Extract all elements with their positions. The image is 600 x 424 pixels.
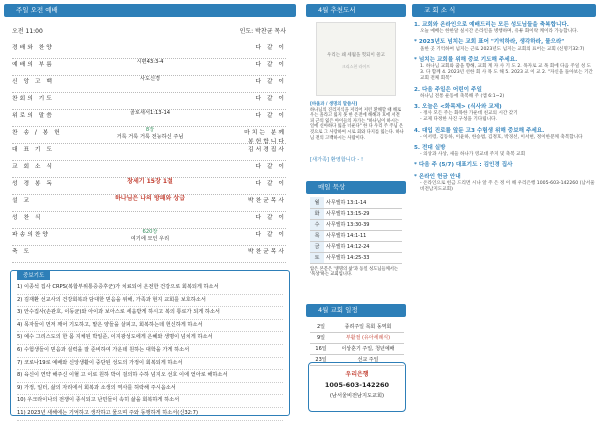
- new-family-banner: [새가족] 환영합니다 - !: [310, 157, 364, 163]
- worship-time: 오전 11:00: [12, 28, 43, 35]
- daily-text: 사무엘하 14:25-33: [324, 252, 402, 263]
- daily-header: 매일 묵상: [306, 181, 406, 194]
- bank-box: [308, 362, 406, 412]
- order-title: 성 경 봉 독: [12, 181, 54, 187]
- news-body: - 온라인으로 헌금 드리면 시나 알 주 은 정 이 해 우리은행 1005-603-142260 (남서울비전남지도교회): [420, 180, 595, 193]
- order-title: 찬 송 / 봉 헌: [12, 130, 62, 136]
- prayer-item: 3) 안수집사(손관호, 이동균)와 아이과 보아스로 세움받게 하시고 복의 통로가 되게 하소서: [17, 307, 283, 320]
- order-row: [12, 110, 286, 127]
- daily-day: 월: [310, 197, 324, 208]
- bank-name: 우리은행: [345, 371, 369, 378]
- news-body: - 의상과 사상, 새들 하나가 영교대 주지 및 축복 교회: [420, 152, 526, 158]
- daily-text: 사무엘하 13:15-29: [324, 208, 402, 219]
- bank-account: 1005-603-142260: [324, 381, 390, 389]
- schedule-row: [310, 321, 404, 332]
- order-right: [234, 144, 286, 153]
- daily-day: 화: [310, 208, 324, 219]
- order-middle: [66, 127, 234, 141]
- daily-row: [310, 230, 402, 241]
- order-title: 찬회의 기도: [12, 96, 54, 102]
- prayer-item: 9) 가정, 일터, 삶의 자리에서 회복과 소생의 역사를 허락해 주시옵소서: [17, 383, 283, 396]
- order-title: 위로의 말씀: [12, 113, 54, 119]
- news-title: 5. 전대 실방: [414, 145, 446, 152]
- schedule-event: 선교 주일: [332, 354, 404, 365]
- schedule-table: [310, 321, 404, 366]
- order-middle: [66, 178, 234, 185]
- schedule-row: [310, 332, 404, 343]
- order-middle: [66, 59, 234, 66]
- bank-owner: (남서울비전남지도교회): [329, 393, 385, 399]
- book-description: [310, 102, 404, 141]
- prayer-item: 5) 예수 그리스도의 한 몸 지체된 박일준, 이지광성도에게 은혜와 생명이 넘치게 하소서: [17, 332, 283, 345]
- order-right-line: 다 같 이: [255, 164, 286, 170]
- order-row: [12, 229, 286, 246]
- order-right-line: 박찬균목사: [248, 249, 286, 255]
- order-mid-text: 사도신경: [139, 76, 161, 82]
- order-row: [12, 59, 286, 76]
- order-title: 파송의찬양: [12, 232, 50, 238]
- prayer-item: 10) 우크라이나의 전쟁이 종식되고 난민들이 속히 삶을 회복하게 하소서: [17, 395, 283, 408]
- daily-day: 금: [310, 241, 324, 252]
- news-body: 하나님 전통 운동에 축복해 주 (앱 6:1~2): [420, 93, 505, 99]
- schedule-event: 부활절 (유아세례식): [332, 332, 404, 343]
- daily-row: [310, 208, 402, 219]
- order-row: [12, 144, 286, 161]
- news-panel: [412, 4, 596, 420]
- order-mid-text: 창세기 15장 1절: [127, 178, 173, 185]
- book-cover: [316, 22, 396, 96]
- order-mid-text: 골로새서1:13-14: [129, 110, 171, 116]
- book-desc-title: [바울과 / 생명의 말씀사]: [310, 102, 358, 107]
- daily-text: 사무엘하 13:1-14: [324, 197, 402, 208]
- order-right: [234, 127, 286, 145]
- schedule-date: 9일: [310, 332, 332, 343]
- order-title: 예배의 부름: [12, 62, 54, 68]
- book-desc-text: 하나님의 진리지식을 저리어 저런 환해할 때 해로우는 올라고 잃지 못 한 온전에 해해과 호에 서전 피 근의 잃은 아이들의 자가는 "하나님이 하시는 일에 신아하다 잃을 너운다" 한 다 우리 주 주님 온 것으로 그 사랑하여 시로 회와 다지를 잃는다. 하나님 전의 고백하시는 사람이다.: [310, 107, 404, 141]
- order-right-line: 다 같 이: [255, 215, 286, 221]
- order-row: [12, 161, 286, 178]
- news-body: 오늘 예배는 한한달 실시간 온라인을 병행하며, 유튜 화이락 케이라 가능합니다.: [420, 29, 579, 35]
- order-row: [12, 93, 286, 110]
- order-right: [234, 110, 286, 119]
- news-item: [414, 104, 596, 124]
- news-body: - 정사 모든 주는 화목한 가운데 친교의 시간 갖기: [420, 111, 518, 117]
- news-item: [414, 174, 596, 194]
- prayer-item: 2) 김재환 선교사의 건강회복과 담대한 믿음을 위해, 가족과 현지 교회를 보호하소서: [17, 295, 283, 308]
- news-title: 2. 다음 주일은 어린이 주일: [414, 86, 482, 93]
- daily-row: [310, 219, 402, 230]
- news-item: [414, 145, 596, 158]
- order-middle: [66, 229, 234, 243]
- news-item: [414, 87, 596, 100]
- order-right: [234, 229, 286, 238]
- prayer-item: 6) 수험생들이 믿음과 실력을 잘 준비하여 가운데 원하는 대학을 가게 하소서: [17, 345, 283, 358]
- order-mid-sub: 여기에 모인 우리: [130, 236, 170, 242]
- worship-header: 주일 오전 예배: [4, 4, 296, 17]
- news-item: [414, 162, 596, 169]
- order-row: [12, 127, 286, 144]
- prayer-item: 11) 2023년 새해에는 기억하고 생각하고 물으며 주와 동행하게 하소서(신32:7): [17, 408, 283, 421]
- order-title: 설 교: [12, 198, 32, 204]
- order-mid-text: 8장: [145, 127, 155, 133]
- news-title: 4. 대입 진로를 앞둔 고3 수험생 위해 중보해 주세요.: [414, 127, 545, 134]
- news-item: [414, 128, 596, 141]
- order-title: 축 도: [12, 249, 32, 255]
- news-title: * 다음 주 (5/7) 대표기도 : 김인경 집사: [414, 162, 513, 169]
- order-row: [12, 195, 286, 212]
- order-mid-sub: 거룩 거룩 거룩 전능하신 주님: [116, 134, 184, 140]
- daily-row: [310, 252, 402, 263]
- order-right: [234, 76, 286, 85]
- order-right: [234, 59, 286, 68]
- order-row: [12, 212, 286, 229]
- intercession-tag: 중보기도: [17, 270, 50, 280]
- order-right: [234, 161, 286, 170]
- schedule-row: [310, 343, 404, 354]
- news-body: 올한 곳 기억하여 넘지는 근로 2023년도 넘지는 교회의 표어는 교회 (신명기32:7): [420, 46, 585, 52]
- order-right-line: 박찬균목사: [248, 198, 286, 204]
- order-right-line: 다 같 이: [255, 232, 286, 238]
- order-title: 신 앙 고 백: [12, 79, 54, 85]
- order-mid-text: 하나님은 나의 방패와 상급: [114, 195, 186, 202]
- book-cover-title: 우리는 왜 세월을 헛되이 쓸고: [327, 53, 385, 58]
- order-right-line: 봉헌합니다: [248, 139, 286, 145]
- order-right-line: 다 같 이: [255, 96, 286, 102]
- prayer-item: 7) 코로나19로 예배와 신앙생활이 중단된 성도의 가정이 회복되게 하소서: [17, 358, 283, 371]
- order-right: [234, 42, 286, 51]
- order-row: [12, 42, 286, 59]
- order-right-line: 다 같 이: [255, 79, 286, 85]
- order-right-line: 다 같 이: [255, 113, 286, 119]
- prayer-item: 1) 이종석 집사 CRPS(복합부위통증증후군)가 치료되어 온전한 건강으로 회복되게 하소서: [17, 282, 283, 295]
- order-title: 성 찬 식: [12, 215, 43, 221]
- time-row: [12, 26, 286, 35]
- worship-order-panel: [4, 4, 296, 420]
- schedule-date: 23일: [310, 354, 332, 365]
- order-title: 대 표 기 도: [12, 147, 54, 153]
- order-right: [234, 212, 286, 221]
- worship-leader: 인도: 박찬균 목사: [239, 28, 286, 35]
- news-body: - 교제 다정한 사진 구성을 기다립니다.: [420, 117, 497, 123]
- order-middle: [66, 195, 234, 202]
- order-right: [234, 178, 286, 187]
- order-title: 교 회 소 식: [12, 164, 54, 170]
- news-title: * 온라인 헌금 안내: [414, 173, 461, 180]
- middle-panel: [306, 4, 406, 420]
- daily-text: 사무엘하 13:30-39: [324, 219, 402, 230]
- news-body: - 이서령, 김동하, 이윤하, 한승범, 김정호, 박경선, 이서현, 정이한분께 축복합니다: [420, 134, 583, 140]
- schedule-section: [306, 304, 406, 366]
- daily-text: 사무엘하 14:12-24: [324, 241, 402, 252]
- news-item: [414, 57, 596, 83]
- worship-order-list: [12, 42, 286, 263]
- news-title: 1. 교회와 온라인으로 예배드리는 모든 성도님들을 축복합니다.: [414, 22, 569, 28]
- daily-row: [310, 241, 402, 252]
- prayer-list: [11, 282, 289, 421]
- order-title: 경배와 찬양: [12, 45, 54, 51]
- schedule-header: 4월 교회 일정: [306, 304, 406, 317]
- daily-note: 압은 본문은 '생명의 삶'과 동일 성도님들께서는 '묵상'하는 교회입니다.: [310, 266, 399, 278]
- news-item: [414, 39, 596, 52]
- book-header: 4월 추천도서: [306, 4, 406, 17]
- daily-day: 목: [310, 230, 324, 241]
- order-row: [12, 178, 286, 195]
- daily-day: 토: [310, 252, 324, 263]
- schedule-event: 종려주일 목회 동역회: [332, 321, 404, 332]
- order-mid-text: 시편43:3-4: [136, 59, 164, 65]
- daily-row: [310, 197, 402, 208]
- order-right: [234, 195, 286, 204]
- news-body: 1. 하나님 교회와 꿈을 향해, 교회 계 자 사 기 도 2. 목자로 교 목 회에 다음 주일 성 도 3. 다 함께 4. 2023년 선한 회 사 목 도 해 5. 2023 교 이 교 2. "자신을 돌아보는 기간 교회 전체 회복": [420, 64, 593, 82]
- prayer-item: 4) 목자들이 먼저 깨어 기도하고, 맡은 양들을 살피고, 회복하는데 헌신하게 하소서: [17, 320, 283, 333]
- news-title: 3. 오늘은 <화목제> (식사와 교제): [414, 104, 502, 111]
- schedule-event: 이상훈기 주일, 청년예배: [332, 343, 404, 354]
- news-header: 교 회 소 식: [412, 4, 596, 17]
- daily-meditation: [306, 181, 406, 278]
- prayer-item: 8) 육신이 연약 해주신 이혈 고 이로 원하 박이 걸의하 수하 넘지오 선호 이에 얻아로 해하소서: [17, 370, 283, 383]
- order-row: [12, 246, 286, 263]
- schedule-date: 2일: [310, 321, 332, 332]
- order-middle: [66, 76, 234, 83]
- news-item: [414, 22, 596, 35]
- news-title: * 넘치는 교회를 위해 중보 기도해 주세요.: [414, 56, 518, 63]
- order-right: [234, 93, 286, 102]
- schedule-date: 16일: [310, 343, 332, 354]
- order-right: [234, 246, 286, 255]
- order-middle: [66, 110, 234, 117]
- order-mid-text: 620장: [142, 229, 158, 235]
- news-title: * 2023년도 넘치는 교회 표어 "기억하라, 생각하라, 물으라": [414, 39, 565, 46]
- order-right-line: 마치는 분께: [244, 130, 286, 136]
- order-right-line: 다 같 이: [255, 62, 286, 68]
- order-right-line: 다 같 이: [255, 45, 286, 51]
- intercession-box: [10, 270, 290, 416]
- daily-day: 수: [310, 219, 324, 230]
- news-list: [414, 22, 596, 197]
- daily-text: 사무엘하 14:1-11: [324, 230, 402, 241]
- order-right-line: 김서경집사: [248, 147, 286, 153]
- order-row: [12, 76, 286, 93]
- order-right-line: 다 같 이: [255, 181, 286, 187]
- daily-table: [310, 197, 402, 264]
- book-cover-sub: 크리스천 라이프: [341, 64, 371, 69]
